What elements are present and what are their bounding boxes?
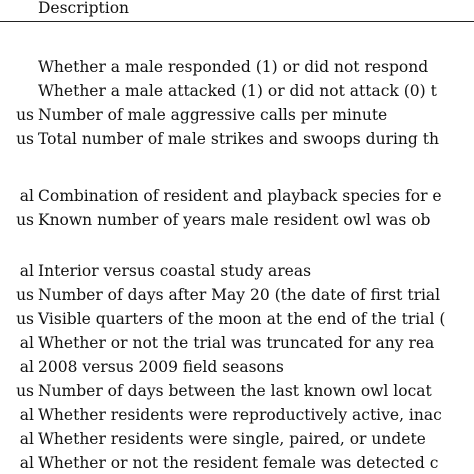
variable-description: Visible quarters of the moon at the end of the trial (	[38, 310, 446, 328]
table-row	[0, 129, 474, 151]
variable-description: Interior versus coastal study areas	[38, 262, 312, 280]
table-row	[0, 57, 474, 79]
variable-description: Combination of resident and playback species for e	[38, 187, 442, 205]
table-row	[0, 261, 474, 283]
variable-type: al	[19, 334, 34, 352]
table-row	[0, 309, 474, 331]
variable-type: us	[16, 130, 34, 148]
table-row	[0, 105, 474, 127]
table-row	[0, 405, 474, 427]
header-rule	[0, 21, 474, 22]
variable-description: Whether residents were reproductively active, inac	[38, 406, 442, 424]
variable-description: Known number of years male resident owl was ob	[38, 211, 431, 229]
variable-type: al	[19, 454, 34, 472]
variable-description: Number of days after May 20 (the date of first trial	[38, 286, 441, 304]
variable-description: Whether or not the trial was truncated for any rea	[38, 334, 435, 352]
table-row	[0, 453, 474, 474]
variable-description: Whether a male attacked (1) or did not attack (0) t	[38, 82, 437, 100]
table-row	[0, 210, 474, 232]
description-column-header: Description	[38, 0, 130, 17]
variable-description: Whether residents were single, paired, or undete	[38, 430, 426, 448]
variable-type: al	[19, 406, 34, 424]
variable-type: us	[16, 310, 34, 328]
variable-description: Number of days between the last known owl locat	[38, 382, 432, 400]
variable-type: us	[16, 211, 34, 229]
variable-description: Total number of male strikes and swoops during th	[38, 130, 439, 148]
table-row	[0, 357, 474, 379]
variable-type: al	[19, 430, 34, 448]
table-header-row	[0, 0, 474, 22]
variable-description: Whether a male responded (1) or did not respond	[38, 58, 429, 76]
table-row	[0, 429, 474, 451]
table-row	[0, 186, 474, 208]
variable-type: us	[16, 106, 34, 124]
table-row	[0, 81, 474, 103]
variable-type: al	[19, 187, 34, 205]
variable-description: 2008 versus 2009 field seasons	[38, 358, 284, 376]
variable-description: Number of male aggressive calls per minute	[38, 106, 388, 124]
variable-type: al	[19, 358, 34, 376]
variable-type: us	[16, 286, 34, 304]
table-row	[0, 381, 474, 403]
table-row	[0, 285, 474, 307]
table-row	[0, 333, 474, 355]
variable-type: al	[19, 262, 34, 280]
variable-type: us	[16, 382, 34, 400]
variable-description: Whether or not the resident female was detected c	[38, 454, 439, 472]
